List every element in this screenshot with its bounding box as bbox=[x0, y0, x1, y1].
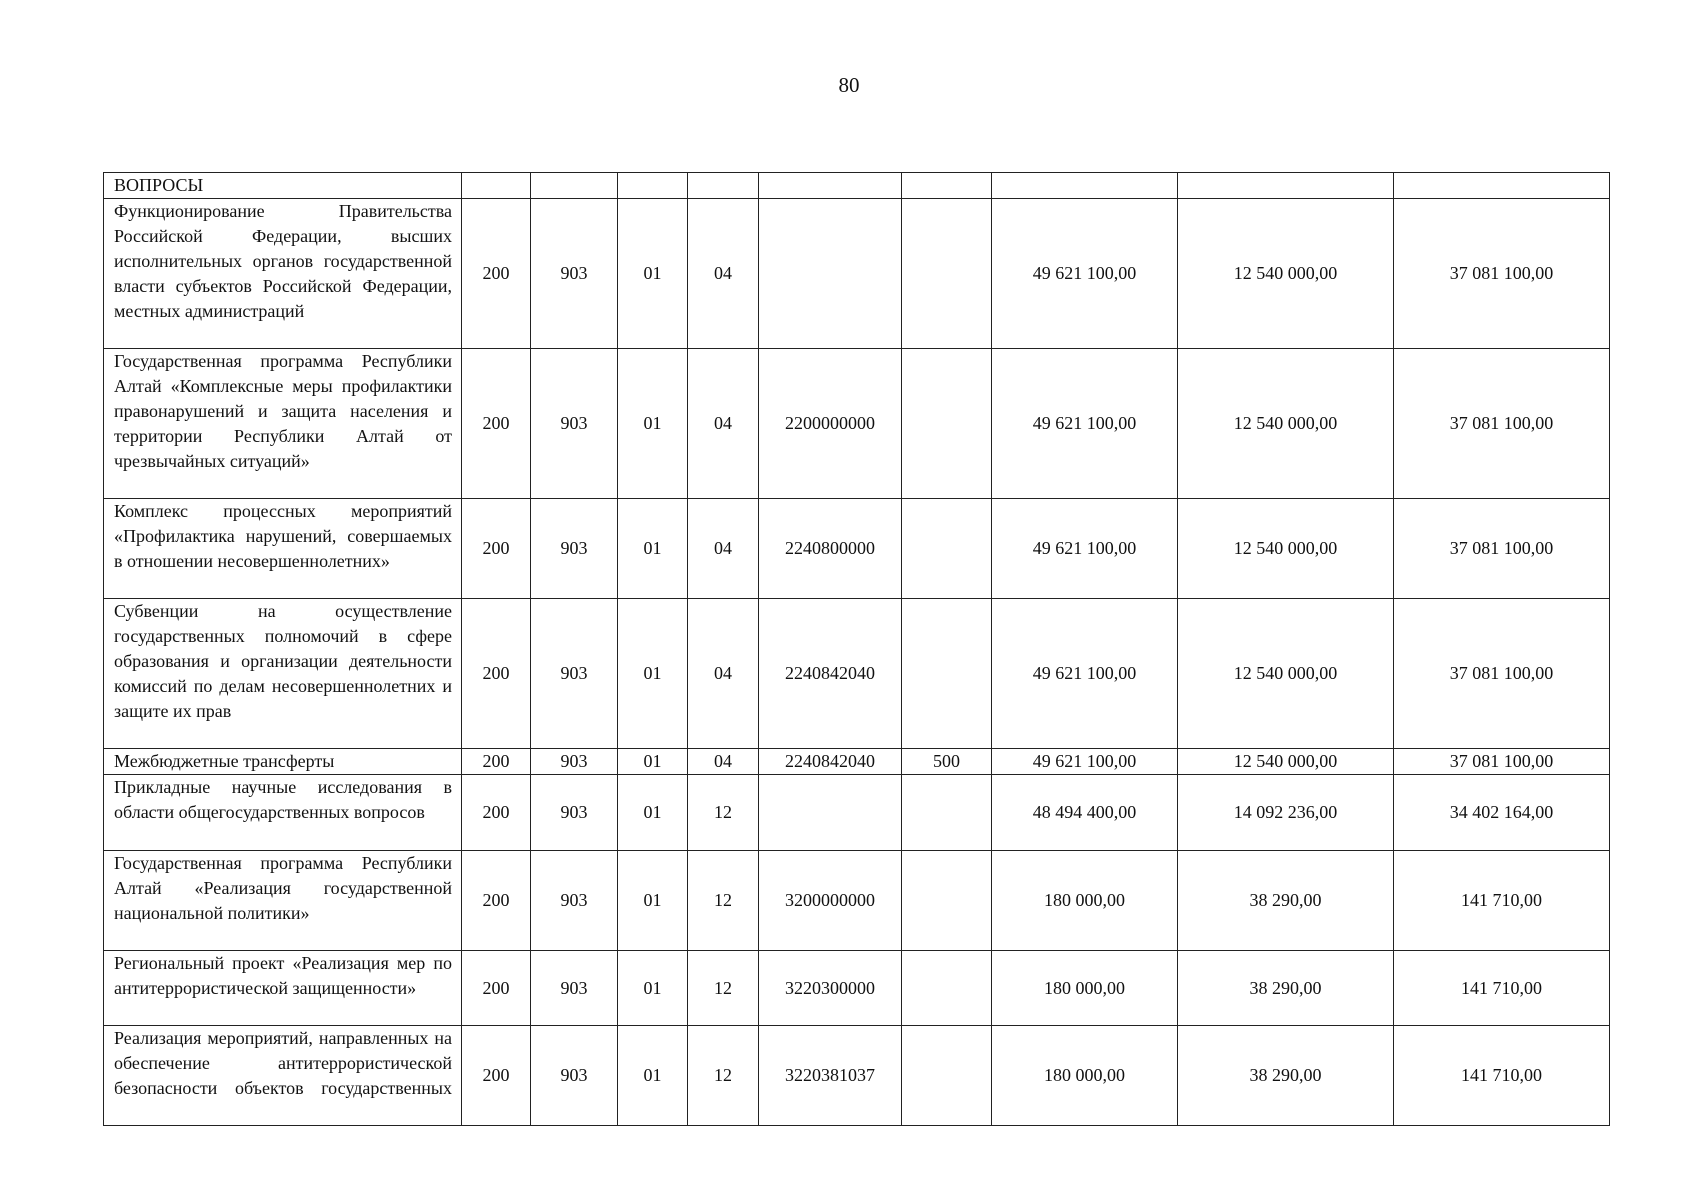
target-article-cell: 2240842040 bbox=[759, 599, 902, 749]
target-article-cell bbox=[759, 173, 902, 199]
row-name-cell bbox=[104, 1026, 462, 1126]
page-number: 80 bbox=[838, 73, 860, 97]
target-article-cell: 2200000000 bbox=[759, 349, 902, 499]
amount-planned-cell: 49 621 100,00 bbox=[992, 599, 1178, 749]
amount-executed-cell: 12 540 000,00 bbox=[1178, 599, 1394, 749]
row-name: Реализация мероприятий, направленных на обеспечение антитеррористической безопасности объектов государственных bbox=[114, 1028, 452, 1098]
row-name: Субвенции на осуществление государственных полномочий в сфере образования и организации деятельности комиссий по делам несовершеннолетних и защите их прав bbox=[114, 601, 452, 721]
table-row bbox=[104, 599, 1610, 749]
amount-planned-cell: 49 621 100,00 bbox=[992, 499, 1178, 599]
expense-type-cell bbox=[902, 775, 992, 851]
admin-code-cell: 903 bbox=[531, 775, 618, 851]
amount-remaining-cell: 34 402 164,00 bbox=[1394, 775, 1610, 851]
expense-type-cell bbox=[902, 349, 992, 499]
admin-code-cell: 903 bbox=[531, 1026, 618, 1126]
amount-planned-cell: 48 494 400,00 bbox=[992, 775, 1178, 851]
amount-remaining-cell: 37 081 100,00 bbox=[1394, 749, 1610, 775]
row-name-cell bbox=[104, 349, 462, 499]
amount-executed-cell: 14 092 236,00 bbox=[1178, 775, 1394, 851]
admin-code-cell: 903 bbox=[531, 199, 618, 349]
admin-code-cell bbox=[531, 173, 618, 199]
expense-type-cell bbox=[902, 499, 992, 599]
subsection-code-cell: 12 bbox=[688, 1026, 759, 1126]
amount-executed-cell: 12 540 000,00 bbox=[1178, 499, 1394, 599]
amount-remaining-cell: 37 081 100,00 bbox=[1394, 199, 1610, 349]
row-name: ВОПРОСЫ bbox=[114, 175, 204, 195]
amount-planned-cell: 49 621 100,00 bbox=[992, 199, 1178, 349]
table-row bbox=[104, 851, 1610, 951]
budget-table bbox=[103, 172, 1610, 1126]
code-cell: 200 bbox=[462, 951, 531, 1026]
amount-executed-cell: 38 290,00 bbox=[1178, 951, 1394, 1026]
section-code-cell: 01 bbox=[618, 851, 688, 951]
row-name: Межбюджетные трансферты bbox=[114, 751, 335, 771]
code-cell: 200 bbox=[462, 1026, 531, 1126]
amount-executed-cell: 12 540 000,00 bbox=[1178, 349, 1394, 499]
target-article-cell: 2240842040 bbox=[759, 749, 902, 775]
section-code-cell: 01 bbox=[618, 775, 688, 851]
subsection-code-cell: 04 bbox=[688, 199, 759, 349]
amount-remaining-cell: 37 081 100,00 bbox=[1394, 499, 1610, 599]
amount-remaining-cell: 37 081 100,00 bbox=[1394, 349, 1610, 499]
target-article-cell: 3220381037 bbox=[759, 1026, 902, 1126]
row-name: Функционирование Правительства Российской Федерации, высших исполнительных органов государственной власти субъектов Российской Федерации, местных администраций bbox=[114, 201, 452, 321]
code-cell: 200 bbox=[462, 599, 531, 749]
subsection-code-cell: 04 bbox=[688, 599, 759, 749]
admin-code-cell: 903 bbox=[531, 349, 618, 499]
row-name: Региональный проект «Реализация мер по антитеррористической защищенности» bbox=[114, 953, 452, 998]
amount-remaining-cell: 141 710,00 bbox=[1394, 851, 1610, 951]
code-cell: 200 bbox=[462, 349, 531, 499]
row-name-cell bbox=[104, 749, 462, 775]
target-article-cell bbox=[759, 199, 902, 349]
table-row bbox=[104, 349, 1610, 499]
amount-executed-cell: 38 290,00 bbox=[1178, 1026, 1394, 1126]
amount-executed-cell bbox=[1178, 173, 1394, 199]
section-code-cell: 01 bbox=[618, 499, 688, 599]
amount-planned-cell bbox=[992, 173, 1178, 199]
target-article-cell: 2240800000 bbox=[759, 499, 902, 599]
admin-code-cell: 903 bbox=[531, 749, 618, 775]
section-code-cell: 01 bbox=[618, 199, 688, 349]
subsection-code-cell: 04 bbox=[688, 499, 759, 599]
code-cell: 200 bbox=[462, 499, 531, 599]
expense-type-cell bbox=[902, 1026, 992, 1126]
expense-type-cell bbox=[902, 173, 992, 199]
table-row bbox=[104, 749, 1610, 775]
amount-planned-cell: 180 000,00 bbox=[992, 851, 1178, 951]
amount-remaining-cell: 141 710,00 bbox=[1394, 951, 1610, 1026]
code-cell: 200 bbox=[462, 749, 531, 775]
target-article-cell: 3200000000 bbox=[759, 851, 902, 951]
expense-type-cell: 500 bbox=[902, 749, 992, 775]
section-code-cell: 01 bbox=[618, 599, 688, 749]
target-article-cell bbox=[759, 775, 902, 851]
table-row bbox=[104, 199, 1610, 349]
subsection-code-cell: 04 bbox=[688, 749, 759, 775]
expense-type-cell bbox=[902, 599, 992, 749]
row-name-cell bbox=[104, 851, 462, 951]
table-row bbox=[104, 951, 1610, 1026]
row-name-cell bbox=[104, 775, 462, 851]
admin-code-cell: 903 bbox=[531, 499, 618, 599]
table-row bbox=[104, 173, 1610, 199]
row-name-cell bbox=[104, 173, 462, 199]
amount-executed-cell: 38 290,00 bbox=[1178, 851, 1394, 951]
amount-executed-cell: 12 540 000,00 bbox=[1178, 199, 1394, 349]
table-row bbox=[104, 1026, 1610, 1126]
code-cell: 200 bbox=[462, 851, 531, 951]
amount-planned-cell: 49 621 100,00 bbox=[992, 349, 1178, 499]
subsection-code-cell bbox=[688, 173, 759, 199]
amount-remaining-cell: 37 081 100,00 bbox=[1394, 599, 1610, 749]
admin-code-cell: 903 bbox=[531, 599, 618, 749]
target-article-cell: 3220300000 bbox=[759, 951, 902, 1026]
admin-code-cell: 903 bbox=[531, 951, 618, 1026]
section-code-cell: 01 bbox=[618, 951, 688, 1026]
table-row bbox=[104, 775, 1610, 851]
subsection-code-cell: 12 bbox=[688, 851, 759, 951]
code-cell bbox=[462, 173, 531, 199]
section-code-cell: 01 bbox=[618, 749, 688, 775]
subsection-code-cell: 04 bbox=[688, 349, 759, 499]
section-code-cell: 01 bbox=[618, 349, 688, 499]
amount-planned-cell: 180 000,00 bbox=[992, 951, 1178, 1026]
row-name-cell bbox=[104, 599, 462, 749]
expense-type-cell bbox=[902, 951, 992, 1026]
code-cell: 200 bbox=[462, 775, 531, 851]
admin-code-cell: 903 bbox=[531, 851, 618, 951]
amount-executed-cell: 12 540 000,00 bbox=[1178, 749, 1394, 775]
amount-planned-cell: 49 621 100,00 bbox=[992, 749, 1178, 775]
row-name: Прикладные научные исследования в области общегосударственных вопросов bbox=[114, 777, 452, 822]
amount-planned-cell: 180 000,00 bbox=[992, 1026, 1178, 1126]
code-cell: 200 bbox=[462, 199, 531, 349]
row-name-cell bbox=[104, 199, 462, 349]
amount-remaining-cell: 141 710,00 bbox=[1394, 1026, 1610, 1126]
amount-remaining-cell bbox=[1394, 173, 1610, 199]
expense-type-cell bbox=[902, 851, 992, 951]
row-name: Государственная программа Республики Алтай «Реализация государственной национальной политики» bbox=[114, 853, 452, 923]
subsection-code-cell: 12 bbox=[688, 951, 759, 1026]
subsection-code-cell: 12 bbox=[688, 775, 759, 851]
table-row bbox=[104, 499, 1610, 599]
expense-type-cell bbox=[902, 199, 992, 349]
row-name-cell bbox=[104, 951, 462, 1026]
section-code-cell: 01 bbox=[618, 1026, 688, 1126]
row-name: Комплекс процессных мероприятий «Профилактика нарушений, совершаемых в отношении несовершеннолетних» bbox=[114, 501, 452, 571]
section-code-cell bbox=[618, 173, 688, 199]
row-name-cell bbox=[104, 499, 462, 599]
budget-table-body bbox=[104, 173, 1610, 1126]
row-name: Государственная программа Республики Алтай «Комплексные меры профилактики правонарушений и защита населения и территории Республики Алтай от чрезвычайных ситуаций» bbox=[114, 351, 452, 471]
